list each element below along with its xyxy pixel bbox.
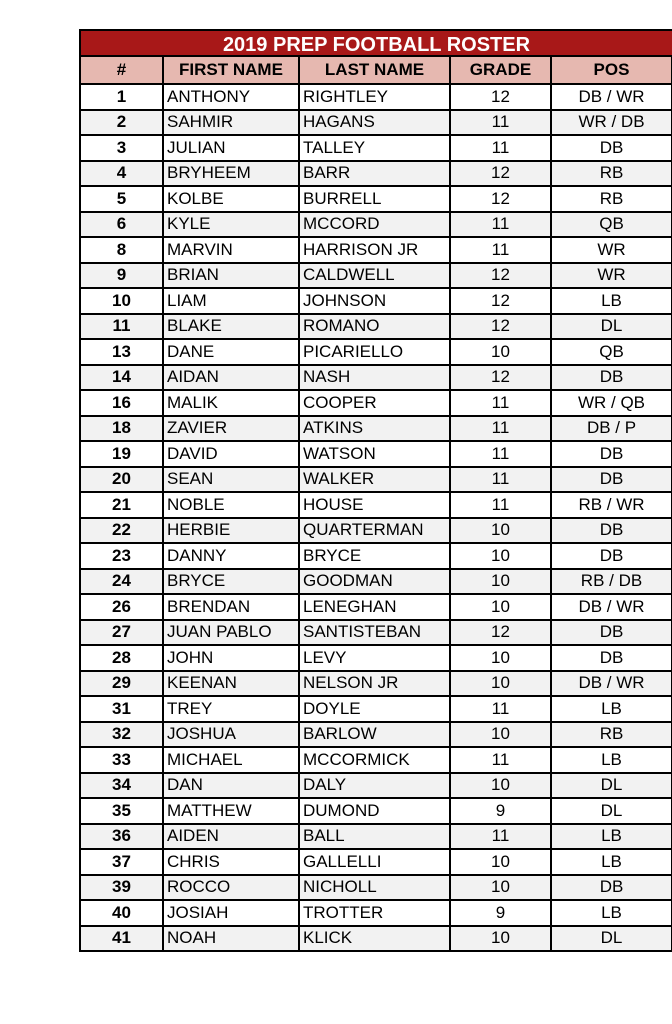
column-header-pos: POS: [551, 57, 672, 84]
player-grade: 11: [450, 696, 551, 722]
player-grade: 11: [450, 824, 551, 850]
player-first-name: TREY: [163, 696, 299, 722]
player-first-name: ANTHONY: [163, 84, 299, 110]
player-first-name: JOSIAH: [163, 900, 299, 926]
player-last-name: COOPER: [299, 390, 450, 416]
player-number: 22: [81, 518, 163, 544]
player-grade: 12: [450, 84, 551, 110]
player-number: 31: [81, 696, 163, 722]
player-number: 28: [81, 645, 163, 671]
player-position: DB: [551, 543, 672, 569]
player-grade: 10: [450, 671, 551, 697]
player-grade: 11: [450, 467, 551, 493]
player-first-name: DANE: [163, 339, 299, 365]
table-row: [81, 339, 672, 365]
table-row: [81, 875, 672, 901]
player-grade: 11: [450, 747, 551, 773]
player-position: DB: [551, 365, 672, 391]
player-number: 14: [81, 365, 163, 391]
player-position: DB: [551, 620, 672, 646]
header-row: [81, 57, 672, 84]
player-position: DB: [551, 441, 672, 467]
table-row: [81, 798, 672, 824]
player-number: 35: [81, 798, 163, 824]
player-grade: 11: [450, 390, 551, 416]
player-first-name: MARVIN: [163, 237, 299, 263]
player-last-name: GALLELLI: [299, 849, 450, 875]
player-grade: 10: [450, 569, 551, 595]
player-last-name: LENEGHAN: [299, 594, 450, 620]
table-row: [81, 110, 672, 136]
player-first-name: JULIAN: [163, 135, 299, 161]
player-position: DB: [551, 518, 672, 544]
player-first-name: AIDEN: [163, 824, 299, 850]
player-first-name: DANNY: [163, 543, 299, 569]
player-last-name: MCCORD: [299, 212, 450, 238]
player-first-name: BRYHEEM: [163, 161, 299, 187]
table-row: [81, 900, 672, 926]
player-number: 5: [81, 186, 163, 212]
player-grade: 10: [450, 773, 551, 799]
player-grade: 11: [450, 416, 551, 442]
column-header-number: #: [81, 57, 163, 84]
player-position: LB: [551, 747, 672, 773]
player-last-name: HOUSE: [299, 492, 450, 518]
player-grade: 10: [450, 722, 551, 748]
player-last-name: BARR: [299, 161, 450, 187]
player-first-name: MICHAEL: [163, 747, 299, 773]
player-grade: 10: [450, 543, 551, 569]
player-grade: 10: [450, 339, 551, 365]
table-row: [81, 467, 672, 493]
table-row: [81, 314, 672, 340]
player-first-name: KOLBE: [163, 186, 299, 212]
player-position: DB / WR: [551, 671, 672, 697]
table-row: [81, 849, 672, 875]
player-position: DB: [551, 645, 672, 671]
player-position: QB: [551, 212, 672, 238]
player-last-name: QUARTERMAN: [299, 518, 450, 544]
player-last-name: NASH: [299, 365, 450, 391]
player-number: 39: [81, 875, 163, 901]
table-row: [81, 926, 672, 952]
player-number: 9: [81, 263, 163, 289]
player-number: 6: [81, 212, 163, 238]
player-position: WR: [551, 237, 672, 263]
table-row: [81, 671, 672, 697]
table-row: [81, 237, 672, 263]
player-grade: 11: [450, 135, 551, 161]
player-number: 19: [81, 441, 163, 467]
player-last-name: GOODMAN: [299, 569, 450, 595]
player-position: LB: [551, 849, 672, 875]
table-row: [81, 773, 672, 799]
player-position: WR / QB: [551, 390, 672, 416]
player-number: 23: [81, 543, 163, 569]
player-first-name: AIDAN: [163, 365, 299, 391]
player-first-name: CHRIS: [163, 849, 299, 875]
player-last-name: SANTISTEBAN: [299, 620, 450, 646]
player-number: 21: [81, 492, 163, 518]
player-number: 3: [81, 135, 163, 161]
table-row: [81, 824, 672, 850]
player-position: DL: [551, 926, 672, 952]
player-grade: 11: [450, 110, 551, 136]
player-last-name: BURRELL: [299, 186, 450, 212]
player-position: WR / DB: [551, 110, 672, 136]
player-number: 8: [81, 237, 163, 263]
player-position: RB / WR: [551, 492, 672, 518]
player-first-name: ZAVIER: [163, 416, 299, 442]
player-position: DL: [551, 773, 672, 799]
player-last-name: DALY: [299, 773, 450, 799]
player-number: 2: [81, 110, 163, 136]
player-first-name: BRIAN: [163, 263, 299, 289]
player-last-name: LEVY: [299, 645, 450, 671]
player-number: 33: [81, 747, 163, 773]
player-grade: 9: [450, 900, 551, 926]
player-number: 18: [81, 416, 163, 442]
player-last-name: TROTTER: [299, 900, 450, 926]
player-number: 41: [81, 926, 163, 952]
player-number: 24: [81, 569, 163, 595]
player-number: 1: [81, 84, 163, 110]
player-last-name: NELSON JR: [299, 671, 450, 697]
player-grade: 12: [450, 365, 551, 391]
player-grade: 11: [450, 492, 551, 518]
player-position: WR: [551, 263, 672, 289]
player-last-name: KLICK: [299, 926, 450, 952]
player-last-name: HARRISON JR: [299, 237, 450, 263]
player-number: 29: [81, 671, 163, 697]
table-row: [81, 212, 672, 238]
player-grade: 10: [450, 875, 551, 901]
player-number: 10: [81, 288, 163, 314]
player-number: 40: [81, 900, 163, 926]
player-number: 27: [81, 620, 163, 646]
player-position: DL: [551, 798, 672, 824]
player-first-name: NOBLE: [163, 492, 299, 518]
player-position: LB: [551, 696, 672, 722]
player-grade: 10: [450, 594, 551, 620]
player-last-name: WALKER: [299, 467, 450, 493]
player-last-name: RIGHTLEY: [299, 84, 450, 110]
table-row: [81, 263, 672, 289]
player-position: RB: [551, 161, 672, 187]
player-position: RB: [551, 722, 672, 748]
player-number: 26: [81, 594, 163, 620]
player-position: DB: [551, 875, 672, 901]
player-position: LB: [551, 900, 672, 926]
column-header-first-name: FIRST NAME: [163, 57, 299, 84]
player-last-name: DUMOND: [299, 798, 450, 824]
player-grade: 12: [450, 314, 551, 340]
table-row: [81, 135, 672, 161]
player-first-name: KEENAN: [163, 671, 299, 697]
player-position: QB: [551, 339, 672, 365]
player-number: 36: [81, 824, 163, 850]
player-position: DB / WR: [551, 84, 672, 110]
table-row: [81, 645, 672, 671]
player-position: DB: [551, 467, 672, 493]
player-first-name: SEAN: [163, 467, 299, 493]
player-last-name: JOHNSON: [299, 288, 450, 314]
player-first-name: MATTHEW: [163, 798, 299, 824]
table-row: [81, 492, 672, 518]
table-row: [81, 696, 672, 722]
table-row: [81, 161, 672, 187]
table-row: [81, 186, 672, 212]
player-grade: 12: [450, 288, 551, 314]
player-grade: 10: [450, 645, 551, 671]
player-position: LB: [551, 288, 672, 314]
player-first-name: KYLE: [163, 212, 299, 238]
player-first-name: NOAH: [163, 926, 299, 952]
table-row: [81, 390, 672, 416]
player-last-name: BARLOW: [299, 722, 450, 748]
player-last-name: HAGANS: [299, 110, 450, 136]
player-first-name: BRENDAN: [163, 594, 299, 620]
table-row: [81, 416, 672, 442]
table-row: [81, 569, 672, 595]
player-last-name: PICARIELLO: [299, 339, 450, 365]
player-grade: 12: [450, 620, 551, 646]
column-header-last-name: LAST NAME: [299, 57, 450, 84]
player-number: 13: [81, 339, 163, 365]
table-row: [81, 365, 672, 391]
player-number: 20: [81, 467, 163, 493]
table-row: [81, 620, 672, 646]
player-first-name: JOSHUA: [163, 722, 299, 748]
player-position: DL: [551, 314, 672, 340]
player-grade: 10: [450, 849, 551, 875]
player-grade: 11: [450, 212, 551, 238]
table-row: [81, 441, 672, 467]
player-first-name: SAHMIR: [163, 110, 299, 136]
player-number: 11: [81, 314, 163, 340]
table-row: [81, 288, 672, 314]
player-first-name: JOHN: [163, 645, 299, 671]
player-position: RB: [551, 186, 672, 212]
player-number: 34: [81, 773, 163, 799]
player-grade: 10: [450, 518, 551, 544]
table-row: [81, 722, 672, 748]
player-first-name: DAVID: [163, 441, 299, 467]
roster-sheet: [79, 29, 672, 952]
player-first-name: BRYCE: [163, 569, 299, 595]
player-grade: 12: [450, 263, 551, 289]
player-first-name: DAN: [163, 773, 299, 799]
table-row: [81, 518, 672, 544]
table-row: [81, 747, 672, 773]
player-grade: 10: [450, 926, 551, 952]
player-last-name: WATSON: [299, 441, 450, 467]
player-last-name: CALDWELL: [299, 263, 450, 289]
player-last-name: NICHOLL: [299, 875, 450, 901]
player-grade: 12: [450, 186, 551, 212]
player-last-name: ROMANO: [299, 314, 450, 340]
player-position: LB: [551, 824, 672, 850]
roster-table: [81, 57, 672, 952]
player-grade: 11: [450, 441, 551, 467]
player-position: DB / P: [551, 416, 672, 442]
player-last-name: ATKINS: [299, 416, 450, 442]
player-number: 32: [81, 722, 163, 748]
column-header-grade: GRADE: [450, 57, 551, 84]
player-position: DB / WR: [551, 594, 672, 620]
player-last-name: BRYCE: [299, 543, 450, 569]
player-grade: 12: [450, 161, 551, 187]
player-number: 37: [81, 849, 163, 875]
player-first-name: JUAN PABLO: [163, 620, 299, 646]
player-number: 4: [81, 161, 163, 187]
player-position: DB: [551, 135, 672, 161]
player-first-name: HERBIE: [163, 518, 299, 544]
player-first-name: MALIK: [163, 390, 299, 416]
player-last-name: BALL: [299, 824, 450, 850]
table-row: [81, 84, 672, 110]
player-first-name: BLAKE: [163, 314, 299, 340]
player-grade: 11: [450, 237, 551, 263]
player-number: 16: [81, 390, 163, 416]
roster-title: 2019 PREP FOOTBALL ROSTER: [81, 29, 672, 57]
table-row: [81, 543, 672, 569]
player-first-name: LIAM: [163, 288, 299, 314]
player-last-name: DOYLE: [299, 696, 450, 722]
player-grade: 9: [450, 798, 551, 824]
player-last-name: MCCORMICK: [299, 747, 450, 773]
player-position: RB / DB: [551, 569, 672, 595]
player-last-name: TALLEY: [299, 135, 450, 161]
table-row: [81, 594, 672, 620]
player-first-name: ROCCO: [163, 875, 299, 901]
